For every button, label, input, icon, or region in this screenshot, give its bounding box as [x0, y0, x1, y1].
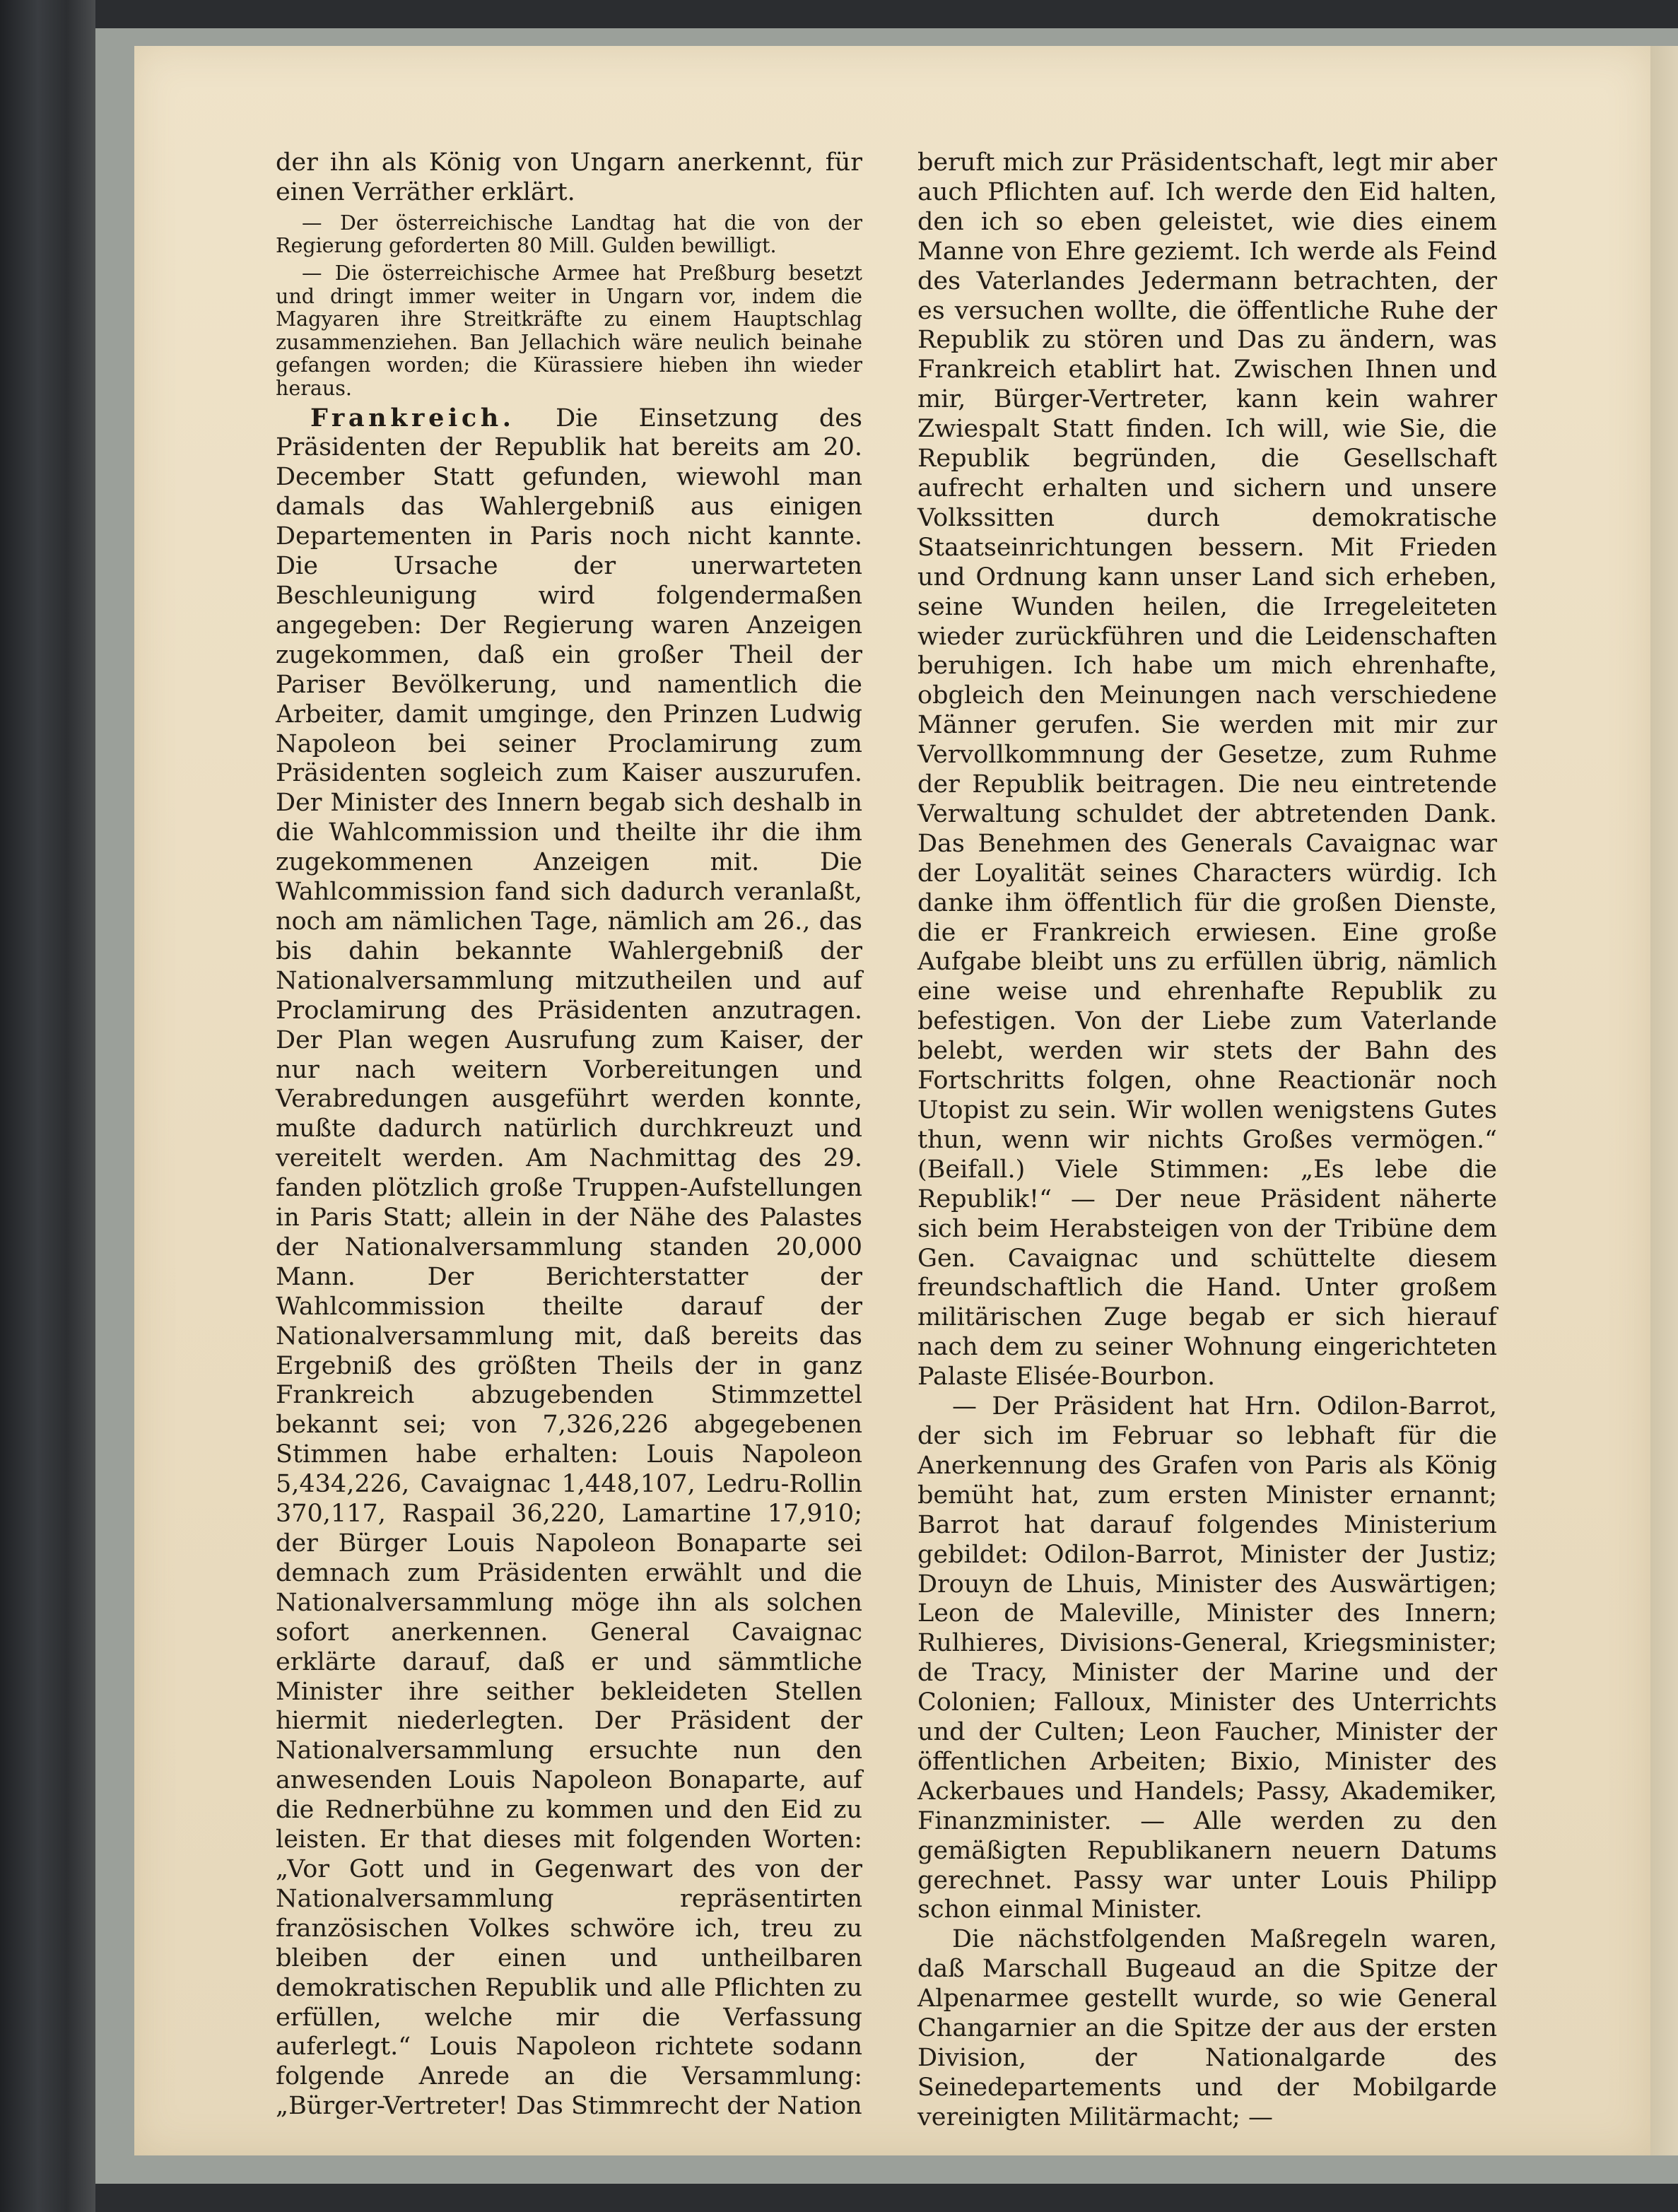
left-paragraph-2: — Der österreichische Landtag hat die von der Regierung geforderten 80 Mill. Gulden bewilligt.	[276, 211, 862, 258]
left-paragraph-3: — Die österreichische Armee hat Preßburg besetzt und dringt immer weiter in Ungarn vor, indem die Magyaren ihre Streitkräfte zu einem Hauptschlag zusammenziehen. Ban Jellachich wäre neulich beinahe gefangen worden; die Kürassiere hieben ihn wieder heraus.	[276, 261, 862, 400]
book-binding	[0, 0, 95, 2212]
left-paragraph-4-body: Die Einsetzung des Präsidenten der Republik hat bereits am 20. December Statt gefunden, wiewohl man damals das Wahlergebniß aus einigen Departementen in Paris noch nicht kannte. Die Ursache der unerwarteten Beschleunigung wird folgendermaßen angegeben: Der Regierung waren Anzeigen zugekommen, daß ein großer Theil der Pariser Bevölkerung, und namentlich die Arbeiter, damit umginge, den Prinzen Ludwig Napoleon bei seiner Proclamirung zum Präsidenten sogleich zum Kaiser auszurufen. Der Minister des Innern begab sich deshalb in die Wahlcommission und theilte ihr die ihm zugekommenen Anzeigen mit. Die Wahlcommission fand sich dadurch veranlaßt, noch am nämlichen Tage, nämlich am 26., das bis dahin bekannte Wahlergebniß der Nationalversammlung mitzutheilen und auf Proclamirung des Präsidenten anzutragen. Der Plan wegen Ausrufung zum Kaiser, der nur nach weitern Vorbereitungen und Verabredungen ausgeführt werden konnte, mußte dadurch natürlich durchkreuzt und vereitelt werden. Am Nachmittag des 29. fanden plötzlich große Truppen-Aufstellungen in Paris Statt; allein in der Nähe des Palastes der Nationalversammlung standen 20,000 Mann. Der Berichterstatter der Wahlcommission theilte darauf der Nationalversammlung mit, daß bereits das Ergebniß des größten Theils der in ganz Frankreich abzugebenden Stimmzettel bekannt sei; von 7,326,226 abgegebenen Stimmen habe erhalten: Louis Napoleon 5,434,226, Cavaignac 1,448,107, Ledru-Rollin 370,117, Raspail 36,220, Lamartine 17,910; der Bürger Louis Napoleon Bonaparte sei demnach zum Präsidenten erwählt und die Nationalversammlung möge ihn als solchen sofort anerkennen. General Cavaignac erklärte darauf, daß er und sämmtliche Minister ihre seither bekleideten Stellen hiermit niederlegten. Der Präsident der Nationalversammlung ersuchte nun den anwesenden Louis Napoleon Bonaparte, auf die Rednerbühne zu kommen und den Eid zu leisten. Er that dieses mit folgenden Worten: „Vor Gott und in Gegenwart des von der Nationalversammlung repräsentirten französischen Volkes schwöre ich, treu zu bleiben der einen und untheilbaren demokratischen Republik und alle Pflichten zu erfüllen, welche mir die Verfassung auferlegt.“ Louis Napoleon richtete sodann folgende Anrede an die Versammlung: „Bürger-Vertreter! Das Stimmrecht der Nation	[276, 404, 862, 2121]
right-paragraph-3: Die nächstfolgenden Maßregeln waren, daß Marschall Bugeaud an die Spitze der Alpenarmee gestellt wurde, so wie General Changarnier an die Spitze der aus der ersten Division, der Nationalgarde des Seinedepartements und der Mobilgarde vereinigten Militärmacht; —	[917, 1925, 1497, 2131]
right-paragraph-1: beruft mich zur Präsidentschaft, legt mir aber auch Pflichten auf. Ich werde den Eid halten, den ich so eben geleistet, wie dies einem Manne von Ehre geziemt. Ich werde als Feind des Vaterlandes Jedermann betrachten, der es versuchen wollte, die öffentliche Ruhe der Republik zu stören und Das zu ändern, was Frankreich etablirt hat. Zwischen Ihnen und mir, Bürger-Vertreter, kann kein wahrer Zwiespalt Statt finden. Ich will, wie Sie, die Republik begründen, die Gesellschaft aufrecht erhalten und sichern und unsere Volkssitten durch demokratische Staatseinrichtungen bessern. Mit Frieden und Ordnung kann unser Land sich erheben, seine Wunden heilen, die Irregeleiteten wieder zurückführen und die Leidenschaften beruhigen. Ich habe um mich ehrenhafte, obgleich den Meinungen nach verschiedene Männer gerufen. Sie werden mit mir zur Vervollkommnung der Gesetze, zum Ruhme der Republik beitragen. Die neu eintretende Verwaltung schuldet der abtretenden Dank. Das Benehmen des Generals Cavaignac war der Loyalität seines Characters würdig. Ich danke ihm öffentlich für die großen Dienste, die er Frankreich erwiesen. Eine große Aufgabe bleibt uns zu erfüllen übrig, nämlich eine weise und ehrenhafte Republik zu befestigen. Von der Liebe zum Vaterlande belebt, werden wir stets der Bahn des Fortschritts folgen, ohne Reactionär noch Utopist zu sein. Wir wollen wenigstens Gutes thun, wenn wir nichts Großes vermögen.“ (Beifall.) Viele Stimmen: „Es lebe die Republik!“ — Der neue Präsident näherte sich beim Herabsteigen von der Tribüne dem Gen. Cavaignac und schüttelte diesem freundschaftlich die Hand. Unter großem militärischen Zuge begab er sich hierauf nach dem zu seiner Wohnung eingerichteten Palaste Elisée-Bourbon.	[917, 148, 1497, 1392]
section-heading-frankreich: Frankreich.	[310, 403, 515, 433]
left-paragraph-4	[276, 404, 862, 2122]
right-paragraph-2: — Der Präsident hat Hrn. Odilon-Barrot, der sich im Februar so lebhaft für die Anerkennung des Grafen von Paris als König bemüht hat, zum ersten Minister ernannt; Barrot hat darauf folgendes Ministerium gebildet: Odilon-Barrot, Minister der Justiz; Drouyn de Lhuis, Minister des Auswärtigen; Leon de Maleville, Minister des Innern; Rulhieres, Divisions-General, Kriegsminister; de Tracy, Minister der Marine und der Colonien; Falloux, Minister des Unterrichts und der Culten; Leon Faucher, Minister der öffentlichen Arbeiten; Bixio, Minister des Ackerbaues und Handels; Passy, Akademiker, Finanzminister. — Alle werden zu den gemäßigten Republikanern neuern Datums gerechnet. Passy war unter Louis Philipp schon einmal Minister.	[917, 1392, 1497, 1924]
adjacent-page-edge	[1650, 46, 1678, 2155]
left-paragraph-1: der ihn als König von Ungarn anerkennt, für einen Verräther erklärt.	[276, 148, 862, 206]
left-column	[276, 148, 862, 2122]
right-column	[917, 148, 1497, 2133]
